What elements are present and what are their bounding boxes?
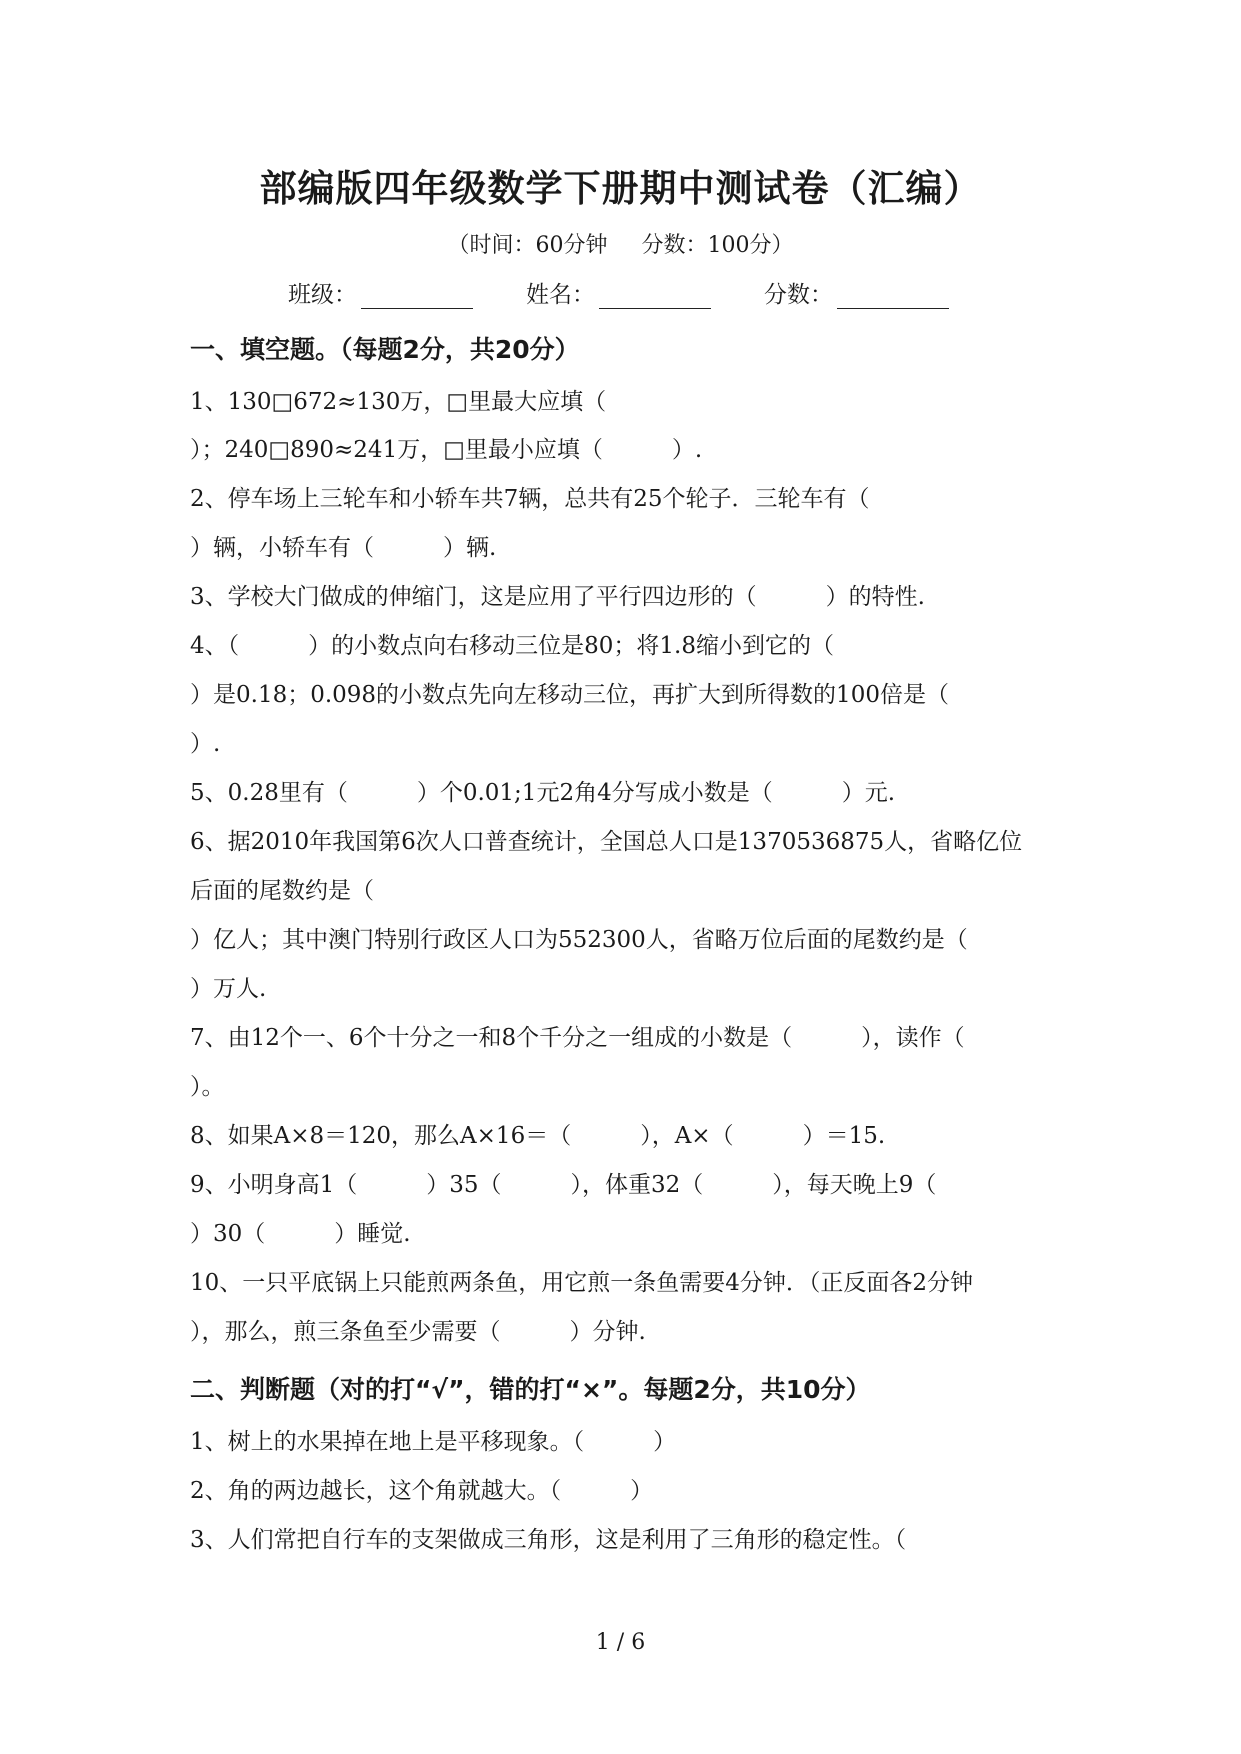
question-line: 4、（ ）的小数点向右移动三位是80；将1.8缩小到它的（ [190, 633, 834, 659]
total-score-info: 分数：100分） [641, 233, 794, 258]
score-label: 分数： [764, 282, 833, 308]
name-blank[interactable] [599, 286, 711, 309]
name-field [526, 276, 711, 309]
page-number: 1 / 6 [595, 1630, 646, 1655]
question-line: 9、小明身高1（ ）35（ ），体重32（ ），每天晚上9（ [190, 1172, 937, 1198]
question-line: 1、树上的水果掉在地上是平移现象。（ ） [190, 1429, 677, 1455]
class-field [288, 276, 473, 309]
question-line: 6、据2010年我国第6次人口普查统计，全国总人口是1370536875人，省略亿位 [190, 829, 1023, 855]
score-field [764, 276, 949, 309]
question-line: ）万人. [190, 976, 267, 1002]
question-line: 8、如果A×8＝120，那么A×16＝（ ），A×（ ）＝15. [190, 1123, 886, 1149]
question-line: ）。 [190, 1074, 225, 1100]
question-line: ）；240□890≈241万，□里最小应填（ ）. [190, 437, 703, 463]
name-label: 姓名： [526, 282, 595, 308]
question-line: 3、学校大门做成的伸缩门，这是应用了平行四边形的（ ）的特性. [190, 584, 925, 610]
section-heading-fill-blank: 一、填空题。（每题2分，共20分） [190, 335, 580, 364]
page-title: 部编版四年级数学下册期中测试卷（汇编） [259, 167, 982, 210]
question-line: ）亿人；其中澳门特别行政区人口为552300人，省略万位后面的尾数约是（ [190, 927, 968, 953]
question-line: 后面的尾数约是（ [190, 878, 374, 904]
question-line: 2、角的两边越长，这个角就越大。（ ） [190, 1478, 654, 1504]
question-line: 7、由12个一、6个十分之一和8个千分之一组成的小数是（ ），读作（ [190, 1025, 965, 1051]
question-line: ）是0.18；0.098的小数点先向左移动三位，再扩大到所得数的100倍是（ [190, 682, 949, 708]
class-blank[interactable] [361, 286, 473, 309]
question-line: 2、停车场上三轮车和小轿车共7辆，总共有25个轮子．三轮车有（ [190, 486, 870, 512]
question-line: 5、0.28里有（ ）个0.01;1元2角4分写成小数是（ ）元. [190, 780, 896, 806]
question-line: 10、一只平底锅上只能煎两条鱼，用它煎一条鱼需要4分钟．（正反面各2分钟 [190, 1270, 974, 1296]
question-line: ）辆，小轿车有（ ）辆. [190, 535, 497, 561]
question-line: 1、130□672≈130万，□里最大应填（ [190, 389, 607, 415]
question-line: ）30（ ）睡觉. [190, 1221, 411, 1247]
question-line: ）. [190, 731, 221, 757]
class-label: 班级： [288, 282, 357, 308]
exam-subtitle [0, 228, 1241, 259]
section-heading-true-false: 二、判断题（对的打“√”，错的打“×”。每题2分，共10分） [190, 1375, 871, 1404]
question-line: ），那么，煎三条鱼至少需要（ ）分钟. [190, 1319, 646, 1345]
time-info: （时间：60分钟 [447, 233, 608, 258]
score-blank[interactable] [837, 286, 949, 309]
question-line: 3、人们常把自行车的支架做成三角形，这是利用了三角形的稳定性。（ [190, 1527, 907, 1553]
